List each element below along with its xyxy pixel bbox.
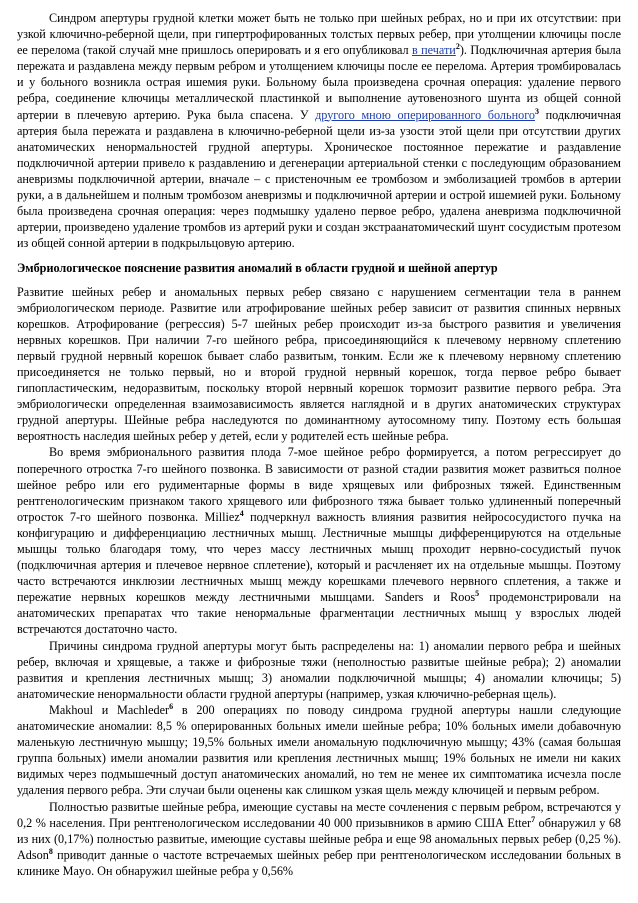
paragraph-text: Во время эмбрионального развития плода 7-мое шейное ребро формируется, а потом регрессирует до поперечного отростка 7-го шейного позвонка. В зависимости от разной стадии развития может развиться полное шейное ребро или его рудиментарные формы в виде хрящевых или фиброзных тяжей. Единственным рентгенологическим признаком такого хрящевого или фиброзного тяжа бывает только удлиненный поперечный отросток 7-го шейного позвонка. Milliez bbox=[17, 445, 621, 524]
footnote-ref: 5 bbox=[475, 589, 480, 599]
paragraph-text: в 200 операциях по поводу синдрома грудной апертуры нашли следующие анатомические аномалии: 8,5 % оперированных больных имели шейные ребра; 10% больных имели добавочную маленькую лестничную мышцу; 19,5% больных имели аномальную подключичную мышцу; 43% (самая большая группа больных) имели аномалии развития или крепления лестничных мышц; 19% больных не имели ни каких видимых через подмышечный доступ анатомических аномалий, но тем не менее их симптоматика исчезла после удаления первого ребра. Эти случаи были оценены как слишком узкая щель между ключицей и первым ребром. bbox=[17, 702, 621, 798]
footnote-ref: 2 bbox=[455, 42, 460, 52]
paragraph-text: подчеркнул важность влияния развития нейрососудистого пучка на конфигурацию и дифференциацию лестничных мышц. Лестничные мышцы дифференцируются на отдельные мышцы только благодаря тому, что через массу лестничных мышц проходит нервно-сосудистый пучок (подключичная артерия и плечевое нервное сплетение), который и расчленяет их на отдельные мышцы. Поэтому часто встречаются инклюзии лестничных мышц между корешками плечевого нервного сплетения, а также и пережатие нервных корешков между лестничными мышцами. Sanders и Roos bbox=[17, 509, 621, 605]
footnote-ref: 6 bbox=[169, 701, 174, 711]
paragraph-cervical-rib-frequency bbox=[17, 799, 621, 879]
section-heading: Эмбриологическое пояснение развития аномалий в области грудной и шейной апертур bbox=[17, 261, 498, 276]
paragraph-text: подключичная артерия была пережата и раздавлена в ключично-реберной щели из-за узости этой щели при отсутствии других анатомических ненормальностей грудной апертуры. Хроническое постоянное пережатие и раздавление подключичной артерии привело к раздавлению и дегенерации артериальной стенки с последующим образованием аневризмы подключичной артерии, вначале – с пристеночным ее тромбозом и эмболизацией тромбов в артерии руки, а в дальнейшем и полным тромбозом аневризмы и подключичной артерии и острой ишемией руки. Больному была произведена срочная операция: через подмышку удалено первое ребро, удалена аневризма подключичной артерии, произведено удаление тромбов из артерий руки и создан экстраанатомический шунт сосудистым протезом из общей сонной артерии в подкрыльцовую артерию. bbox=[17, 107, 621, 251]
paragraph-makhoul-study bbox=[17, 702, 621, 799]
footnote-ref: 3 bbox=[534, 106, 539, 116]
footnote-ref: 4 bbox=[239, 508, 244, 518]
paragraph-text: обнаружил у 68 из них (0,17%) полностью развитые, имеющие суставы шейные ребра и еще 98 аномальных первых ребер (0,25 %). Adson bbox=[17, 815, 622, 862]
paragraph-text: ). Подключичная артерия была пережата и раздавлена между первым ребром и утолщением ключицы после ее перелома. Артерия тромбировалась и у больного возникла острая ишемия руки. Больному была произведена срочная операция: удаление первого ребра, соединение ключицы металлической пластинкой и выполнение аутовенозного шунта из общей сонной артерии в плечевую артерию. Рука была спасена. У bbox=[17, 43, 621, 122]
paragraph-text: Makhoul и Machleder bbox=[49, 702, 170, 717]
paragraph-text: Полностью развитые шейные ребра, имеющие суставы на месте сочленения с первым ребром, встречаются у 0,2 % населения. При рентгенологическом исследовании 40 000 призывников в армию США Etter bbox=[17, 799, 621, 830]
footnote-ref: 8 bbox=[48, 846, 53, 856]
paragraph-text: Причины синдрома грудной апертуры могут быть распределены на: 1) аномалии первого ребра и шейных ребер, включая и хрящевые, а также и фиброзные тяжи (неполностью развитые шейные ребра); 2) аномалии развития и крепления лестничных мышц; 3) аномалии подключичной мышцы; 4) аномалии ключицы; 5) анатомические ненормальности области грудной апертуры (например, узкая ключично-реберная щель). bbox=[17, 638, 621, 701]
other-patient-link[interactable]: другого мною оперированного больного bbox=[315, 107, 535, 122]
paragraph-text: приводит данные о частоте встречаемых шейных ребер при рентгенологическом исследовании больных в клинике Mayo. Он обнаружил шейные ребра у 0,56% bbox=[17, 847, 621, 878]
paragraph-text: Развитие шейных ребер и аномальных первых ребер связано с нарушением сегментации тела в раннем эмбриологическом периоде. Развитие или атрофирование шейных ребер зависит от развития спинных нервных корешков. Атрофирование (регрессия) 5-7 шейных ребер происходит из-за быстрого развития и увеличения нервных корешков. При наличии 7-го шейного ребра, присоединяющийся к плечевому нервному сплетению первый грудной нервный корешок бывает слабо развитым, тонким. Если же к плечевому нервному сплетению присоединяется не только первый, но и второй грудной нервный корешок, тогда первое ребро бывает гипопластическим, недоразвитым, поскольку второй нервный корешок тормозит развитие первого ребра. Эта эмбриологически определенная взаимозависимость является наглядной и в других анатомических структурах грудной апертуры. Шейные ребра наследуются по доминантному аутосомному типу. Поэтому есть большая вероятность наследия шейных ребер у детей, если у родителей есть шейные ребра. bbox=[17, 284, 621, 444]
paragraph-thoracic-outlet-causes bbox=[17, 10, 621, 251]
paragraph-text: продемонстрировали на анатомических препаратах что такие ненормальные фрагментации лестничных мышц у взрослых людей встречаются достаточно часто. bbox=[17, 590, 621, 637]
paragraph-text: Синдром апертуры грудной клетки может быть не только при шейных ребрах, но и при их отсутствии: при узкой ключично-реберной щели, при гипертрофированных толстых первых ребер, при утолщении ключицы после ее перелома (такой случай мне пришлось оперировать и я его опубликовал bbox=[17, 11, 621, 58]
in-print-link[interactable]: в печати bbox=[411, 43, 456, 58]
paragraph-embryology bbox=[17, 284, 621, 445]
footnote-ref: 7 bbox=[531, 814, 536, 824]
paragraph-embryonic-development bbox=[17, 444, 621, 637]
paragraph-causes-list bbox=[17, 638, 621, 702]
